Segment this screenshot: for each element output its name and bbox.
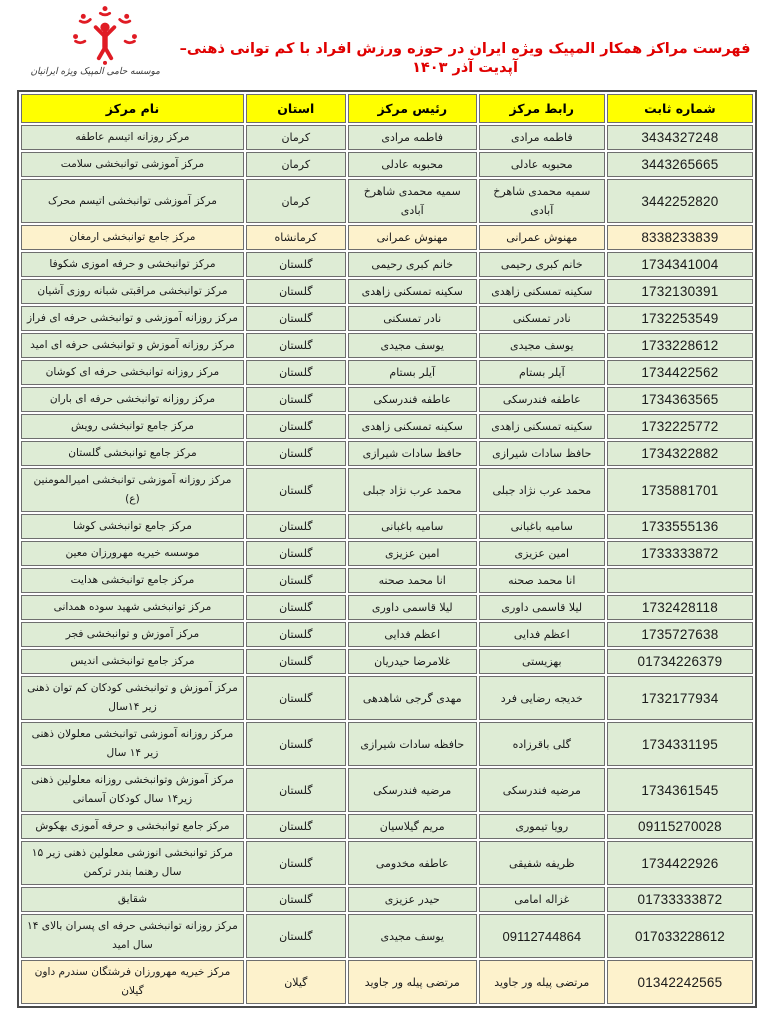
table-row <box>21 279 753 304</box>
cell-name: مرکز جامع توانبخشی هدایت <box>21 568 244 593</box>
table-row <box>21 179 753 223</box>
cell-province: گلستان <box>246 887 346 912</box>
page-title: فهرست مراکز همکار المپیک ویژه ایران در حوزه ورزش افراد با کم توانی ذهنی– آپدیت آذر ۱۴۰۳ <box>179 41 751 76</box>
cell-name: مرکز جامع توانبخشی گلستان <box>21 441 244 466</box>
cell-phone: 8338233839 <box>607 225 753 250</box>
cell-phone: 1733555136 <box>607 514 753 539</box>
cell-province: گلستان <box>246 468 346 512</box>
cell-head: سامیه باغبانی <box>348 514 477 539</box>
cell-province: کرمانشاه <box>246 225 346 250</box>
table-row <box>21 306 753 331</box>
cell-province: گلستان <box>246 279 346 304</box>
cell-province: گلستان <box>246 814 346 839</box>
cell-province: گلستان <box>246 676 346 720</box>
cell-phone: 01734226379 <box>607 649 753 674</box>
cell-province: گلستان <box>246 360 346 385</box>
table-row <box>21 814 753 839</box>
cell-liaison: امین عزیزی <box>479 541 605 566</box>
cell-head: مرتضی پیله ور جاوید <box>348 960 477 1004</box>
table-row <box>21 333 753 358</box>
cell-phone: 1734422926 <box>607 841 753 885</box>
cell-province: گلستان <box>246 306 346 331</box>
cell-head: سکینه تمسکنی زاهدی <box>348 279 477 304</box>
cell-head: انا محمد صحنه <box>348 568 477 593</box>
cell-phone: 1734422562 <box>607 360 753 385</box>
cell-province: کرمان <box>246 179 346 223</box>
cell-head: نادر تمسکنی <box>348 306 477 331</box>
table-row <box>21 468 753 512</box>
cell-province: گلستان <box>246 622 346 647</box>
cell-phone: 1732130391 <box>607 279 753 304</box>
cell-province: گلستان <box>246 252 346 277</box>
table-row <box>21 595 753 620</box>
table-row <box>21 960 753 1004</box>
cell-name: مرکز توانبخشی مراقبتی شبانه روزی آشیان <box>21 279 244 304</box>
cell-phone: 1734331195 <box>607 722 753 766</box>
cell-head: مهدی گرجی شاهدهی <box>348 676 477 720</box>
cell-name: مرکز جامع توانبخشی ارمغان <box>21 225 244 250</box>
cell-name: مرکز روزانه آموزشی و توانبخشی حرفه ای فراز <box>21 306 244 331</box>
cell-name: مرکز جامع توانبخشی اندیس <box>21 649 244 674</box>
table-row <box>21 568 753 593</box>
cell-province: گلستان <box>246 568 346 593</box>
cell-liaison: ظریفه شفیقی <box>479 841 605 885</box>
cell-head: مریم گیلاسیان <box>348 814 477 839</box>
cell-phone: 1732225772 <box>607 414 753 439</box>
cell-liaison: لیلا قاسمی داوری <box>479 595 605 620</box>
cell-liaison: مرضیه فندرسکی <box>479 768 605 812</box>
table-row <box>21 360 753 385</box>
cell-head: آیلر بستام <box>348 360 477 385</box>
cell-name: مرکز جامع توانبخشی رویش <box>21 414 244 439</box>
cell-province: گلستان <box>246 414 346 439</box>
special-olympics-logo-icon <box>50 4 160 66</box>
cell-head: خانم کبری رحیمی <box>348 252 477 277</box>
header-phone: شماره ثابت <box>607 94 753 123</box>
cell-liaison: خدیجه رضایی فرد <box>479 676 605 720</box>
cell-liaison: سامیه باغبانی <box>479 514 605 539</box>
cell-province: گلستان <box>246 768 346 812</box>
cell-liaison: 09112744864 <box>479 914 605 958</box>
cell-phone: 3434327248 <box>607 125 753 150</box>
cell-province: گلستان <box>246 841 346 885</box>
cell-name: مرکز روزانه توانبخشی حرفه ای پسران بالای ۱۴ سال امید <box>21 914 244 958</box>
cell-phone: 1732253549 <box>607 306 753 331</box>
cell-liaison: عاطفه فندرسکی <box>479 387 605 412</box>
cell-phone: 1734363565 <box>607 387 753 412</box>
cell-head: عاطفه مخدومی <box>348 841 477 885</box>
cell-phone: 1735881701 <box>607 468 753 512</box>
cell-name: مرکز آموزش و توانبخشی فجر <box>21 622 244 647</box>
cell-phone: 1734322882 <box>607 441 753 466</box>
table-row <box>21 125 753 150</box>
cell-name: مرکز توانبخشی و حرفه اموزی شکوفا <box>21 252 244 277</box>
table-row <box>21 152 753 177</box>
cell-name: مرکز آموزشی توانبخشی سلامت <box>21 152 244 177</box>
cell-name: مرکز آموزش وتوانبخشی روزانه معلولین ذهنی زیر۱۴ سال کودکان آسمانی <box>21 768 244 812</box>
table-row <box>21 252 753 277</box>
cell-phone: 1734341004 <box>607 252 753 277</box>
cell-name: مرکز روزانه توانبخشی حرفه ای کوشان <box>21 360 244 385</box>
cell-head: حافظه سادات شیرازی <box>348 722 477 766</box>
table-row <box>21 441 753 466</box>
cell-name: مرکز روزانه توانبخشی حرفه ای باران <box>21 387 244 412</box>
cell-liaison: غزاله امامی <box>479 887 605 912</box>
cell-phone: 1732428118 <box>607 595 753 620</box>
cell-liaison: حافظ سادات شیرازی <box>479 441 605 466</box>
cell-phone: 3443265665 <box>607 152 753 177</box>
cell-head: محمد عرب نژاد جبلی <box>348 468 477 512</box>
cell-head: لیلا قاسمی داوری <box>348 595 477 620</box>
centers-table <box>17 90 757 1008</box>
centers-table-wrap <box>17 90 757 1008</box>
cell-head: حافظ سادات شیرازی <box>348 441 477 466</box>
cell-province: کرمان <box>246 125 346 150</box>
cell-phone: 01733333872 <box>607 887 753 912</box>
cell-liaison: خانم کبری رحیمی <box>479 252 605 277</box>
cell-head: غلامرضا حیدریان <box>348 649 477 674</box>
cell-liaison: محبوبه عادلی <box>479 152 605 177</box>
table-row <box>21 768 753 812</box>
cell-name: مرکز روزانه آموزشی توانبخشی امیرالمومنین (ع) <box>21 468 244 512</box>
table-body <box>21 125 753 1004</box>
cell-head: اعظم فدایی <box>348 622 477 647</box>
cell-province: گلستان <box>246 333 346 358</box>
cell-liaison: مهنوش عمرانی <box>479 225 605 250</box>
table-row <box>21 722 753 766</box>
cell-name: مرکز جامع توانبخشی و حرفه آموزی بهکوش <box>21 814 244 839</box>
cell-head: امین عزیزی <box>348 541 477 566</box>
cell-liaison: محمد عرب نژاد جبلی <box>479 468 605 512</box>
cell-phone: 1733333872 <box>607 541 753 566</box>
cell-name: مرکز آموزشی توانبخشی اتیسم محرک <box>21 179 244 223</box>
table-row <box>21 387 753 412</box>
table-row <box>21 649 753 674</box>
cell-head: مرضیه فندرسکی <box>348 768 477 812</box>
cell-province: گلستان <box>246 541 346 566</box>
cell-liaison: سکینه تمسکنی زاهدی <box>479 414 605 439</box>
cell-liaison: رویا تیموری <box>479 814 605 839</box>
cell-name: مرکز توانبخشی شهید سوده همدانی <box>21 595 244 620</box>
cell-head: مهنوش عمرانی <box>348 225 477 250</box>
cell-head: فاطمه مرادی <box>348 125 477 150</box>
cell-head: سمیه محمدی شاهرخ آبادی <box>348 179 477 223</box>
cell-liaison: انا محمد صحنه <box>479 568 605 593</box>
header-liaison: رابط مرکز <box>479 94 605 123</box>
cell-head: یوسف مجیدی <box>348 914 477 958</box>
logo-caption: موسسه حامی المپیک ویژه ایرانیان <box>30 66 160 78</box>
cell-liaison: اعظم فدایی <box>479 622 605 647</box>
table-row <box>21 622 753 647</box>
cell-liaison: سکینه تمسکنی زاهدی <box>479 279 605 304</box>
cell-head: یوسف مجیدی <box>348 333 477 358</box>
cell-head: عاطفه فندرسکی <box>348 387 477 412</box>
table-row <box>21 414 753 439</box>
cell-phone: 1732177934 <box>607 676 753 720</box>
cell-head: محبوبه عادلی <box>348 152 477 177</box>
cell-phone <box>607 568 753 593</box>
table-row <box>21 676 753 720</box>
cell-phone: 1733228612 <box>607 333 753 358</box>
cell-province: گلستان <box>246 722 346 766</box>
cell-phone: 1735727638 <box>607 622 753 647</box>
cell-province: گلستان <box>246 914 346 958</box>
cell-head: سکینه تمسکنی زاهدی <box>348 414 477 439</box>
table-header-row <box>21 94 753 123</box>
table-row <box>21 914 753 958</box>
cell-name: مرکز خیریه مهرورزان فرشتگان سندرم داون گیلان <box>21 960 244 1004</box>
cell-liaison: سمیه محمدی شاهرخ آبادی <box>479 179 605 223</box>
cell-liaison: بهزیستی <box>479 649 605 674</box>
cell-name: مرکز روزانه اتیسم عاطفه <box>21 125 244 150</box>
logo-block <box>30 4 160 78</box>
cell-liaison: فاطمه مرادی <box>479 125 605 150</box>
table-row <box>21 887 753 912</box>
cell-name: مرکز توانبخشی انوزشی معلولین ذهنی زیر ۱۵ سال رهنما بندر ترکمن <box>21 841 244 885</box>
table-row <box>21 541 753 566</box>
table-row <box>21 841 753 885</box>
table-row <box>21 514 753 539</box>
cell-phone: 01342242565 <box>607 960 753 1004</box>
cell-phone: 3442252820 <box>607 179 753 223</box>
table-row <box>21 225 753 250</box>
cell-liaison: نادر تمسکنی <box>479 306 605 331</box>
cell-phone: 09115270028 <box>607 814 753 839</box>
cell-name: شقایق <box>21 887 244 912</box>
cell-province: کرمان <box>246 152 346 177</box>
cell-name: مرکز جامع توانبخشی کوشا <box>21 514 244 539</box>
cell-province: گیلان <box>246 960 346 1004</box>
cell-liaison: یوسف مجیدی <box>479 333 605 358</box>
cell-phone: 1734361545 <box>607 768 753 812</box>
cell-phone: 017٥33228612 <box>607 914 753 958</box>
cell-name: مرکز روزانه آموزشی توانبخشی معلولان ذهنی زیر ۱۴ سال <box>21 722 244 766</box>
cell-province: گلستان <box>246 387 346 412</box>
cell-liaison: مرتضی پیله ور جاوید <box>479 960 605 1004</box>
cell-province: گلستان <box>246 649 346 674</box>
cell-name: مرکز آموزش و توانبخشی کودکان کم توان ذهنی زیر ۱۴سال <box>21 676 244 720</box>
cell-province: گلستان <box>246 595 346 620</box>
cell-province: گلستان <box>246 514 346 539</box>
cell-name: مرکز روزانه آموزش و توانبخشی حرفه ای امید <box>21 333 244 358</box>
cell-name: موسسه خیریه مهرورزان معین <box>21 541 244 566</box>
cell-liaison: گلی باقرزاده <box>479 722 605 766</box>
header-center-name: نام مرکز <box>21 94 244 123</box>
cell-province: گلستان <box>246 441 346 466</box>
cell-head: حیدر عزیزی <box>348 887 477 912</box>
header-head: رئیس مرکز <box>348 94 477 123</box>
document-header <box>0 0 774 90</box>
header-province: استان <box>246 94 346 123</box>
cell-liaison: آیلر بستام <box>479 360 605 385</box>
